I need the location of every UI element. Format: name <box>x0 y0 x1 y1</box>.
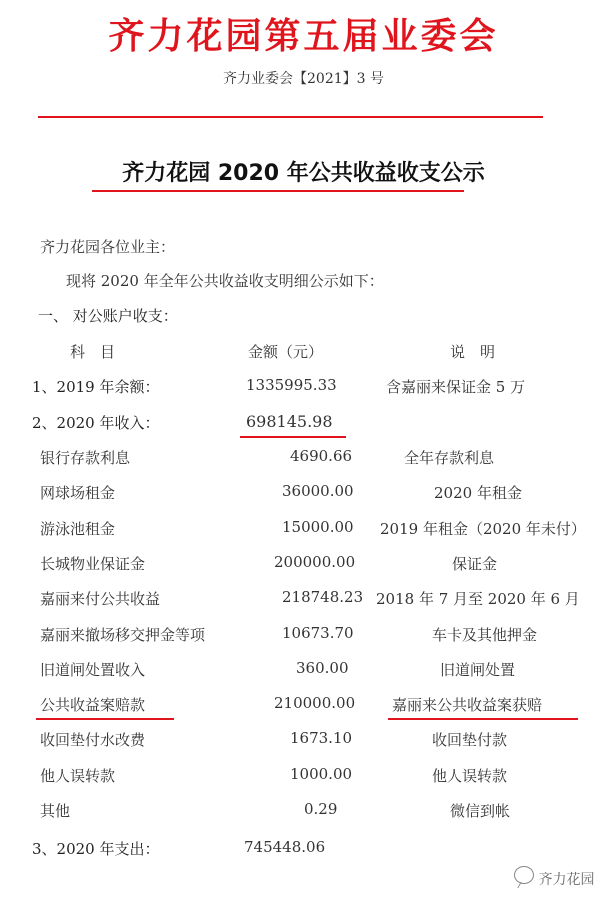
row-item: 公共收益案赔款 <box>40 696 146 714</box>
income-amount: 698145.98 <box>246 412 333 431</box>
compensation-item-underline <box>36 718 174 720</box>
row-note: 车卡及其他押金 <box>432 626 538 644</box>
row-item: 其他 <box>40 802 71 820</box>
row-note: 旧道闸处置 <box>440 661 516 679</box>
row-item: 嘉丽来撤场移交押金等项 <box>40 626 206 644</box>
col-header-item: 科 目 <box>70 343 116 361</box>
row-item: 嘉丽来付公共收益 <box>40 590 161 608</box>
row-note: 全年存款利息 <box>404 449 495 467</box>
expense-item: 3、2020 年支出： <box>32 840 160 858</box>
row-note: 嘉丽来公共收益案获赔 <box>392 696 543 714</box>
income-item: 2、2020 年收入： <box>32 414 160 432</box>
expense-amount: 745448.06 <box>244 838 326 856</box>
row-note: 保证金 <box>452 555 498 573</box>
notice-title: 齐力花园 2020 年公共收益收支公示 <box>122 161 485 186</box>
watermark-label: 齐力花园 <box>538 872 595 888</box>
row-amount: 218748.23 <box>282 588 364 606</box>
balance-amount: 1335995.33 <box>246 376 337 394</box>
row-amount: 36000.00 <box>282 482 354 500</box>
intro-text: 现将 2020 年全年公共收益收支明细公示如下： <box>66 272 384 290</box>
org-title: 齐力花园第五届业委会 <box>108 15 499 57</box>
row-item: 网球场租金 <box>40 484 116 502</box>
row-item: 收回垫付水改费 <box>40 731 146 749</box>
section-heading: 一、 对公账户收支： <box>38 307 178 325</box>
row-amount: 200000.00 <box>274 553 356 571</box>
row-item: 他人误转款 <box>40 767 116 785</box>
col-header-amount: 金额（元） <box>248 343 324 361</box>
red-divider <box>38 116 543 118</box>
row-note: 微信到帐 <box>450 802 511 820</box>
document-number: 齐力业委会【2021】3 号 <box>223 71 384 87</box>
salutation: 齐力花园各位业主： <box>40 238 176 256</box>
row-amount: 10673.70 <box>282 624 354 642</box>
row-item: 银行存款利息 <box>40 449 131 467</box>
income-underline <box>240 436 346 438</box>
row-item: 旧道闸处置收入 <box>40 661 146 679</box>
balance-item: 1、2019 年余额： <box>32 378 160 396</box>
row-amount: 4690.66 <box>290 447 353 465</box>
row-amount: 15000.00 <box>282 518 354 536</box>
row-note: 2018 年 7 月至 2020 年 6 月 <box>376 590 580 608</box>
row-note: 2019 年租金（2020 年未付） <box>380 520 586 538</box>
row-amount: 1673.10 <box>290 729 353 747</box>
wechat-icon <box>514 866 534 884</box>
row-amount: 210000.00 <box>274 694 356 712</box>
compensation-note-underline <box>388 718 578 720</box>
row-item: 游泳池租金 <box>40 520 116 538</box>
row-amount: 0.29 <box>304 800 338 818</box>
watermark <box>514 866 594 889</box>
row-note: 2020 年租金 <box>434 484 522 502</box>
balance-note: 含嘉丽来保证金 5 万 <box>386 378 526 396</box>
row-amount: 360.00 <box>296 659 349 677</box>
title-underline <box>92 190 464 192</box>
row-note: 他人误转款 <box>432 767 508 785</box>
row-note: 收回垫付款 <box>432 731 508 749</box>
row-amount: 1000.00 <box>290 765 353 783</box>
row-item: 长城物业保证金 <box>40 555 146 573</box>
col-header-note: 说 明 <box>450 343 496 361</box>
